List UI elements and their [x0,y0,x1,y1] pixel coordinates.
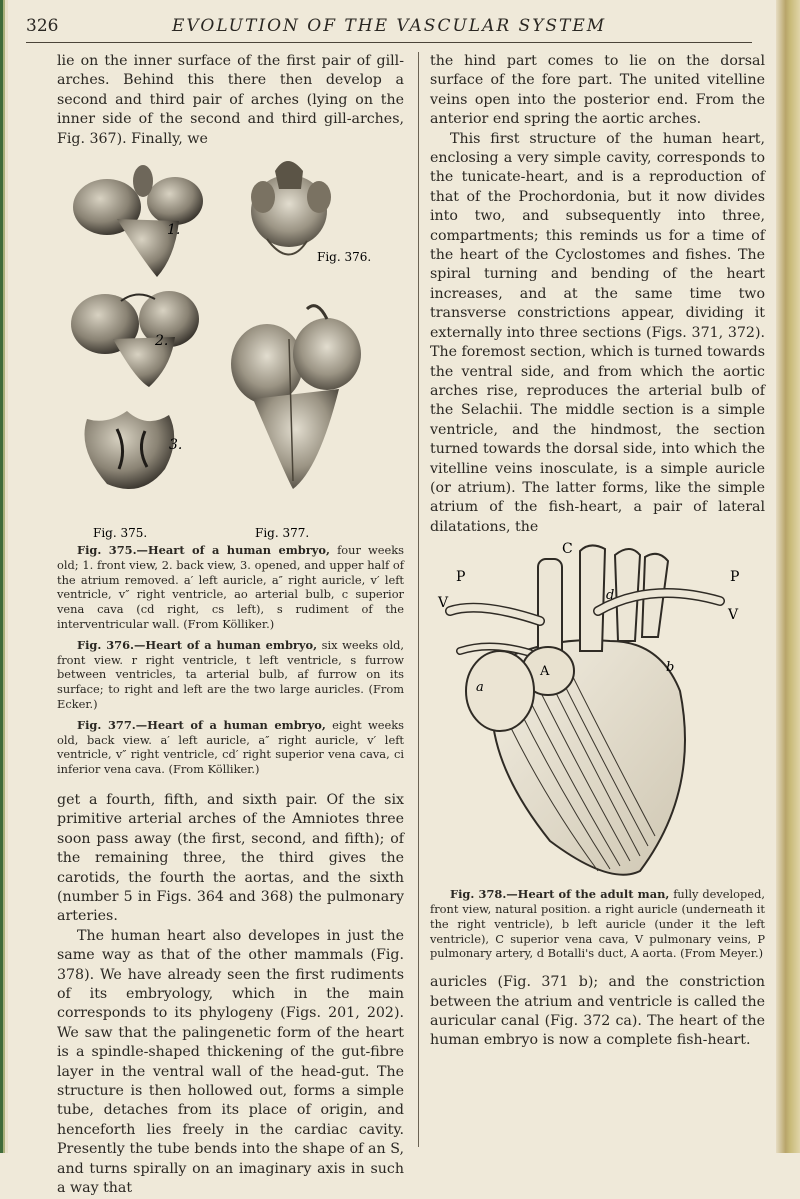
header-rule [26,42,752,43]
embryo-heart-illustrations [57,149,404,541]
fig377-eight-week-heart [231,306,361,489]
fig375-label: Fig. 375. [93,526,148,541]
figures-375-377 [57,149,404,541]
right-paragraph-3: auricles (Fig. 371 b); and the constriction between the atrium and ventricle is called the auricular canal (Fig. 372 ca). The heart of the human embryo is now a complete fish-heart. [430,974,765,1049]
caption-fig378-heading: Fig. 378.—Heart of the adult man, [450,887,670,902]
caption-fig375-body: four weeks old; 1. front view, 2. back view, 3. opened, and upper half of the atrium removed. a′ left auricle, a″ right auricle, v′ left ventricle, v″ right ventricle, ao arterial bulb, c superior vena cava (cd right, cs left), s rudiment of the interventricular wall. (From Kölliker.) [57,543,405,632]
adult-heart-illustration [430,541,765,887]
left-paragraph-2: The human heart also developes in just the same way as that of the other mammals (Fig. 378). We have already seen the first rudiments of its embryology, which in the main corresponds to its phylogeny (Figs. 201, 202). We saw that the palingenetic form of the heart is a spindle-shaped thickening of the gut-fibre layer in the ventral wall of the head-gut. The structure is then hollowed out, forms a simple tube, detaches from its place of origin, and henceforth lies freely in the cardiac cavity. Presently the tube bends into the shape of an S, and turns spirally on an imaginary axis in such a way that [57,927,404,1197]
running-title: EVOLUTION OF THE VASCULAR SYSTEM [172,16,607,36]
caption-fig376-heading: Fig. 376.—Heart of a human embryo, [77,637,318,652]
caption-fig377 [57,718,404,777]
fig378-label-d: d [606,588,615,604]
fig375-part-2-label: 2. [155,333,169,350]
left-paragraph-1: get a fourth, fifth, and sixth pair. Of the six primitive arterial arches of the Amniotes three soon pass away (the first, second, and fifth); of the remaining three, the third gives the carotids, the fourth the aortas, and the sixth (number 5 in Figs. 364 and 368) the pulmonary arteries. [57,791,404,925]
caption-fig375 [57,543,404,632]
fig375-front-view [73,165,203,277]
page-number: 326 [26,16,59,36]
fig376-six-week-heart [251,161,331,255]
caption-fig376 [57,638,404,712]
page-header [26,14,766,40]
fig378-label-P-right: P [730,569,740,586]
left-intro-paragraph: lie on the inner surface of the first pair of gill-arches. Behind this there then develop a second and third pair of arches (lying on the inner side of the second and third gill-arches, Fig. 367). Finally, we [57,53,404,147]
fig378-label-V-right: V [728,607,739,624]
figure-378 [430,541,765,887]
fig378-label-A: A [540,664,550,680]
fig378-label-a: a [476,680,484,696]
fig378-label-C: C [562,541,573,558]
page-edge-right [776,0,800,1153]
caption-fig375-heading: Fig. 375.—Heart of a human embryo, [77,543,330,558]
caption-fig378-body: fully developed, front view, natural position. a right auricle (underneath it the right ventricle), b left auricle (under it the left ventricle), C superior vena cava, V pulmonary veins, P pulmonary artery, d Botalli's duct, A aorta. (From Meyer.) [430,887,765,961]
left-column [57,52,404,1199]
fig375-opened-view [85,411,175,489]
right-paragraph-1: the hind part comes to lie on the dorsal surface of the fore part. The united vitelline veins open into the posterior end. From the anterior end spring the aortic arches. [430,53,765,128]
caption-fig378 [430,887,765,961]
fig376-label: Fig. 376. [317,250,372,265]
caption-fig376-body: six weeks old, front view. r right ventricle, t left ventricle, s furrow between ventricles, ta arterial bulb, af furrow on its surface; to right and left are the two large auricles. (From Ecker.) [57,637,405,711]
column-divider [418,52,419,1147]
caption-fig377-body: eight weeks old, back view. a′ left auricle, a″ right auricle, v′ left ventricle, v″ right ventricle, cd′ right superior vena cava, ci inferior vena cava. (From Kölliker.) [57,717,405,777]
fig378-label-b: b [666,660,675,676]
fig375-part-3-label: 3. [169,437,183,454]
fig378-label-P-left: P [456,569,466,586]
fig375-back-view [71,291,199,387]
caption-fig377-heading: Fig. 377.—Heart of a human embryo, [77,717,326,732]
page-edge-left [0,0,8,1153]
fig378-label-V-left: V [438,595,449,612]
fig377-label: Fig. 377. [255,526,310,541]
fig375-part-1-label: 1. [167,222,181,239]
right-paragraph-2: This first structure of the human heart, enclosing a very simple cavity, corresponds to the tunicate-heart, and is a reproduction of that of the Prochordonia, but it now divides into two, and subsequently into three, compartments; this reminds us for a time of the heart of the Cyclostomes and fishes. The spiral turning and bending of the heart increases, and at the same time two transverse constrictions appear, dividing it externally into three sections (Figs. 371, 372). The foremost section, which is turned towards the ventral side, and from which the aortic arches rise, reproduces the arterial bulb of the Selachii. The middle section is a simple ventricle, and the hindmost, the section turned towards the dorsal side, into which the vitelline veins inosculate, is a simple auricle (or atrium). The latter forms, like the simple atrium of the fish-heart, a pair of lateral dilatations, the [430,130,765,535]
right-column [430,52,765,1051]
